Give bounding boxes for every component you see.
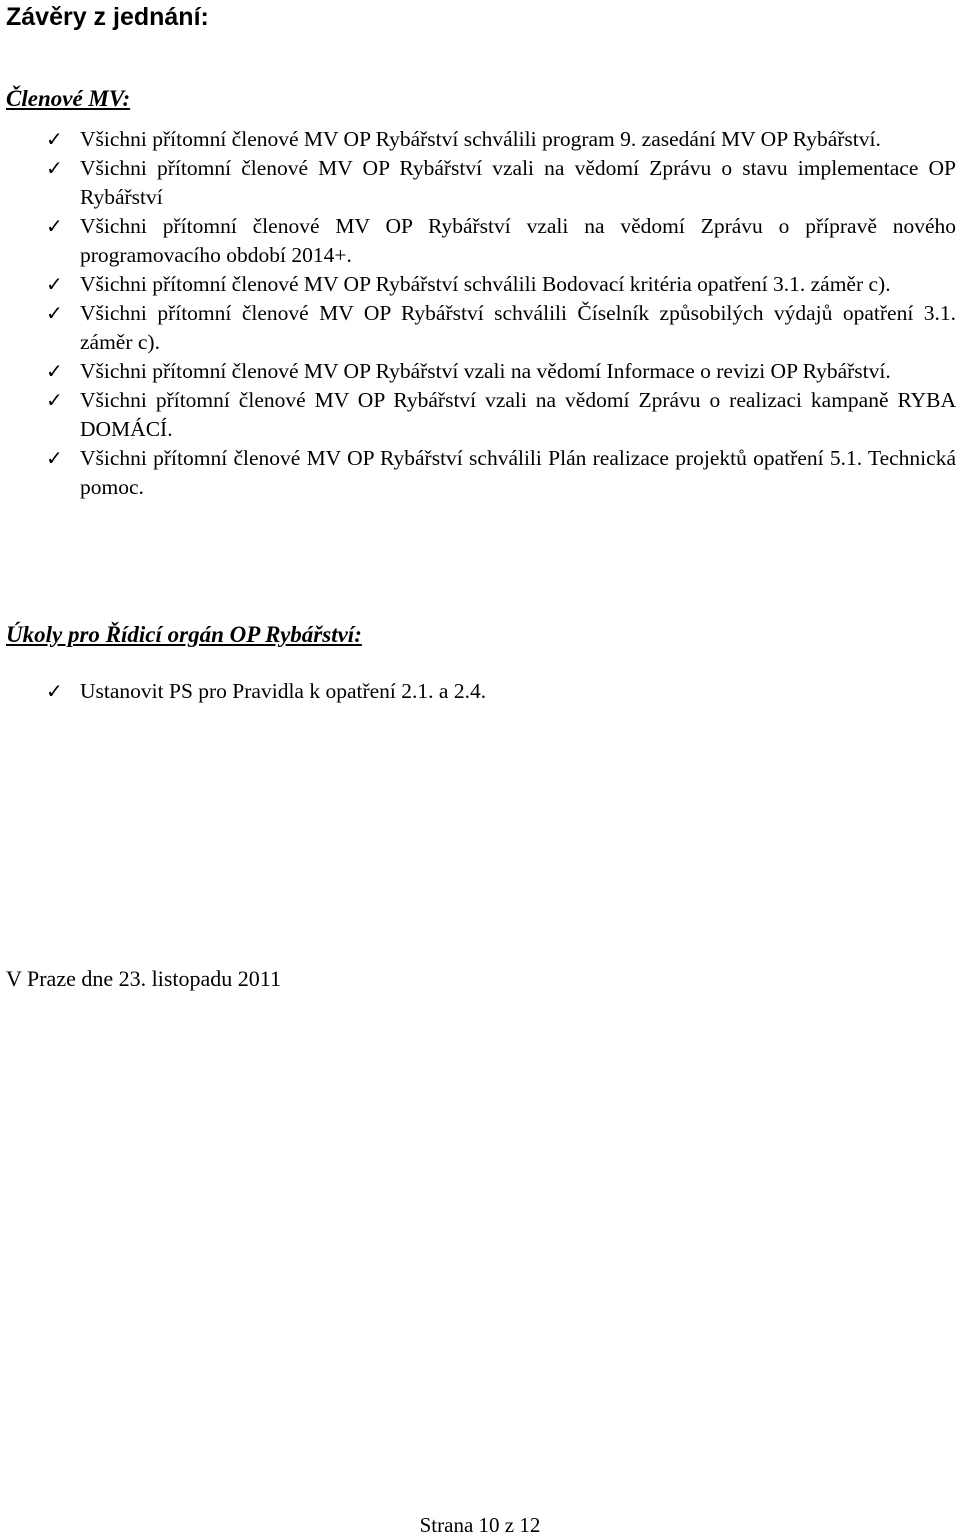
list-item: [0, 154, 960, 212]
list-item-text: Všichni přítomní členové MV OP Rybářství vzali na vědomí Zprávu o přípravě nového programovacího období 2014+.: [80, 214, 956, 267]
list-item-text: Všichni přítomní členové MV OP Rybářství schválili program 9. zasedání MV OP Rybářství.: [80, 127, 881, 151]
page-heading: Závěry z jednání:: [6, 3, 209, 31]
checkmark-icon: ✓: [46, 214, 63, 238]
tasks-list: [0, 677, 960, 706]
checkmark-icon: ✓: [46, 359, 63, 383]
place-and-date: V Praze dne 23. listopadu 2011: [6, 966, 281, 991]
checkmark-icon: ✓: [46, 156, 63, 180]
list-item-text: Všichni přítomní členové MV OP Rybářství vzali na vědomí Zprávu o stavu implementace OP Rybářství: [80, 156, 956, 209]
list-item-text: Všichni přítomní členové MV OP Rybářství schválili Číselník způsobilých výdajů opatření 3.1. záměr c).: [80, 301, 956, 354]
section-title-members: Členové MV:: [6, 86, 131, 111]
checkmark-icon: ✓: [46, 272, 63, 296]
list-item: [0, 677, 960, 706]
list-item-text: Všichni přítomní členové MV OP Rybářství vzali na vědomí Informace o revizi OP Rybářství.: [80, 359, 891, 383]
list-item: [0, 270, 960, 299]
members-conclusions-list: [0, 125, 960, 502]
section-title-tasks: Úkoly pro Řídicí orgán OP Rybářství:: [6, 622, 362, 647]
list-item: [0, 212, 960, 270]
list-item-text: Ustanovit PS pro Pravidla k opatření 2.1. a 2.4.: [80, 679, 487, 703]
list-item-text: Všichni přítomní členové MV OP Rybářství vzali na vědomí Zprávu o realizaci kampaně RYBA DOMÁCÍ.: [80, 388, 956, 441]
list-item-text: Všichni přítomní členové MV OP Rybářství schválili Plán realizace projektů opatření 5.1. Technická pomoc.: [80, 446, 956, 499]
list-item: [0, 357, 960, 386]
checkmark-icon: ✓: [46, 301, 63, 325]
page-number: Strana 10 z 12: [419, 1513, 541, 1537]
checkmark-icon: ✓: [46, 388, 63, 412]
list-item: [0, 125, 960, 154]
checkmark-icon: ✓: [46, 679, 63, 703]
checkmark-icon: ✓: [46, 446, 63, 470]
list-item: [0, 386, 960, 444]
list-item-text: Všichni přítomní členové MV OP Rybářství schválili Bodovací kritéria opatření 3.1. záměr c).: [80, 272, 891, 296]
checkmark-icon: ✓: [46, 127, 63, 151]
list-item: [0, 299, 960, 357]
list-item: [0, 444, 960, 502]
